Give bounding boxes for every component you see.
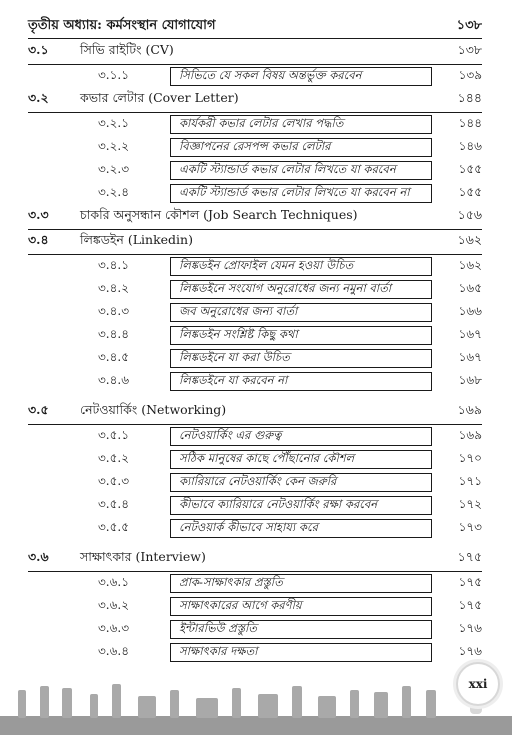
toc-subsection[interactable] [28, 113, 482, 136]
toc-subsection[interactable] [28, 618, 482, 641]
subsection-page: ১৭৬ [458, 643, 482, 658]
section-page: ১৭৫ [457, 549, 482, 564]
person-silhouette [350, 690, 359, 718]
subsection-page: ১৬২ [458, 257, 482, 272]
section-page: ১৬৯ [457, 402, 482, 417]
subsection-title: সাক্ষাৎকারের আগে করণীয় [170, 597, 432, 616]
subsection-number: ৩.৬.৩ [98, 620, 130, 635]
footer-silhouettes [0, 660, 512, 735]
subsection-number: ৩.২.৪ [98, 184, 130, 199]
subsection-title: ইন্টারভিউ প্রস্তুতি [170, 620, 432, 639]
toc-list [28, 40, 482, 664]
subsection-title: নেটওয়ার্কিং এর গুরুত্ব [170, 427, 432, 446]
toc-subsection[interactable] [28, 471, 482, 494]
subsection-page: ১৪৪ [458, 115, 482, 130]
desk-silhouette [318, 696, 336, 718]
subsection-title: জব অনুরোধের জন্য বার্তা [170, 303, 432, 322]
toc-subsection[interactable] [28, 448, 482, 471]
subsection-title: লিঙ্কডইন প্রোফাইল যেমন হওয়া উচিত [170, 257, 432, 276]
toc-subsection[interactable] [28, 301, 482, 324]
subsection-title: কীভাবে ক্যারিয়ারে নেটওয়ার্কিং রক্ষা করবেন [170, 496, 432, 515]
toc-subsection[interactable] [28, 517, 482, 540]
subsection-number: ৩.২.১ [98, 115, 130, 130]
section-number: ৩.১ [28, 42, 49, 57]
subsection-number: ৩.৪.৬ [98, 372, 130, 387]
person-silhouette [40, 686, 49, 718]
subsection-page: ১৬৬ [458, 303, 482, 318]
subsection-title: বিজ্ঞাপনের রেসপন্স কভার লেটার [170, 138, 432, 157]
chapter-title: তৃতীয় অধ্যায়: কর্মসংস্থান যোগাযোগ [28, 17, 216, 33]
toc-section[interactable] [28, 400, 482, 425]
person-silhouette [170, 690, 179, 718]
subsection-page: ১৪৬ [458, 138, 482, 153]
person-silhouette [402, 686, 411, 718]
subsection-page: ১৭৩ [458, 519, 482, 534]
subsection-page: ১৭০ [458, 450, 482, 465]
chapter-page: ১৩৮ [456, 17, 482, 33]
subsection-number: ৩.৬.২ [98, 597, 130, 612]
subsection-page: ১৬৫ [458, 280, 482, 295]
subsection-title: একটি স্ট্যান্ডার্ড কভার লেটার লিখতে যা করবেন [170, 161, 432, 180]
subsection-page: ১৭৫ [458, 597, 482, 612]
toc-subsection[interactable] [28, 425, 482, 448]
subsection-page: ১৭৫ [458, 574, 482, 589]
subsection-page: ১৫৫ [458, 184, 482, 199]
section-number: ৩.২ [28, 90, 49, 105]
subsection-number: ৩.১.১ [98, 67, 130, 82]
subsection-number: ৩.৫.৫ [98, 519, 130, 534]
toc-subsection[interactable] [28, 255, 482, 278]
subsection-number: ৩.৪.১ [98, 257, 130, 272]
section-number: ৩.৫ [28, 402, 49, 417]
subsection-number: ৩.৪.৫ [98, 349, 130, 364]
subsection-page: ১৫৫ [458, 161, 482, 176]
subsection-number: ৩.৫.৩ [98, 473, 130, 488]
person-silhouette [374, 692, 388, 718]
subsection-number: ৩.২.২ [98, 138, 130, 153]
section-page: ১৪৪ [457, 90, 482, 105]
subsection-number: ৩.৬.৪ [98, 643, 130, 658]
page-number: xxi [468, 677, 488, 691]
subsection-title: একটি স্ট্যান্ডার্ড কভার লেটার লিখতে যা করবেন না [170, 184, 432, 203]
section-title: নেটওয়ার্কিং (Networking) [80, 402, 227, 417]
toc-subsection[interactable] [28, 65, 482, 88]
toc-subsection[interactable] [28, 159, 482, 182]
person-silhouette [292, 686, 302, 718]
subsection-number: ৩.৪.৩ [98, 303, 130, 318]
subsection-title: লিঙ্কডইন সংশ্লিষ্ট কিছু কথা [170, 326, 432, 345]
toc-subsection[interactable] [28, 572, 482, 595]
toc-section[interactable] [28, 40, 482, 65]
subsection-page: ১৭৬ [458, 620, 482, 635]
chapter-heading [28, 14, 482, 39]
toc-subsection[interactable] [28, 278, 482, 301]
subsection-title: কার্যকরী কভার লেটার লেখার পদ্ধতি [170, 115, 432, 134]
subsection-number: ৩.৪.২ [98, 280, 130, 295]
desk-silhouette [138, 696, 156, 718]
subsection-number: ৩.৫.৪ [98, 496, 130, 511]
desk-silhouette [196, 698, 218, 718]
toc-section[interactable] [28, 205, 482, 230]
section-number: ৩.৪ [28, 232, 49, 247]
person-silhouette [426, 690, 436, 718]
section-page: ১৬২ [457, 232, 482, 247]
person-silhouette [232, 688, 241, 718]
person-silhouette [112, 684, 121, 718]
subsection-page: ১৩৯ [458, 67, 482, 82]
subsection-title: সিভিতে যে সকল বিষয় অন্তর্ভুক্ত করবেন [170, 67, 432, 86]
subsection-page: ১৭২ [458, 496, 482, 511]
desk-silhouette [258, 694, 278, 718]
person-silhouette [62, 688, 72, 718]
subsection-number: ৩.৫.১ [98, 427, 130, 442]
subsection-page: ১৬৯ [458, 427, 482, 442]
subsection-title: প্রাক-সাক্ষাৎকার প্রস্তুতি [170, 574, 432, 593]
person-silhouette [90, 694, 98, 718]
toc-section[interactable] [28, 88, 482, 113]
subsection-title: লিঙ্কডইনে যা করবেন না [170, 372, 432, 391]
toc-section[interactable] [28, 547, 482, 572]
subsection-title: লিঙ্কডইনে যা করা উচিত [170, 349, 432, 368]
subsection-number: ৩.৫.২ [98, 450, 130, 465]
section-title: লিঙ্কডইন (Linkedin) [80, 232, 193, 247]
person-silhouette [18, 690, 26, 718]
toc-subsection[interactable] [28, 347, 482, 370]
subsection-title: সঠিক মানুষের কাছে পৌঁছানোর কৌশল [170, 450, 432, 469]
section-number: ৩.৬ [28, 549, 49, 564]
toc-subsection[interactable] [28, 136, 482, 159]
toc-subsection[interactable] [28, 595, 482, 618]
subsection-title: লিঙ্কডইনে সংযোগ অনুরোধের জন্য নমুনা বার্তা [170, 280, 432, 299]
section-number: ৩.৩ [28, 207, 49, 222]
subsection-title: সাক্ষাৎকার দক্ষতা [170, 643, 432, 662]
subsection-page: ১৬৭ [458, 326, 482, 341]
toc-subsection[interactable] [28, 370, 482, 393]
toc-section[interactable] [28, 230, 482, 255]
section-title: সাক্ষাৎকার (Interview) [80, 549, 206, 564]
subsection-number: ৩.২.৩ [98, 161, 130, 176]
section-title: সিভি রাইটিং (CV) [80, 42, 174, 57]
subsection-title: ক্যারিয়ারে নেটওয়ার্কিং কেন জরুরি [170, 473, 432, 492]
section-page: ১৫৬ [457, 207, 482, 222]
toc-subsection[interactable] [28, 494, 482, 517]
subsection-page: ১৬৭ [458, 349, 482, 364]
footer-ground [0, 716, 512, 735]
subsection-page: ১৭১ [458, 473, 482, 488]
section-page: ১৩৮ [457, 42, 482, 57]
subsection-title: নেটওয়ার্ক কীভাবে সাহায্য করে [170, 519, 432, 538]
toc-subsection[interactable] [28, 324, 482, 347]
toc-subsection[interactable] [28, 182, 482, 205]
subsection-number: ৩.৬.১ [98, 574, 130, 589]
section-title: চাকরি অনুসন্ধান কৌশল (Job Search Techniques) [80, 207, 358, 222]
section-title: কভার লেটার (Cover Letter) [80, 90, 239, 105]
page-number-badge [456, 662, 500, 706]
subsection-page: ১৬৮ [458, 372, 482, 387]
subsection-number: ৩.৪.৪ [98, 326, 130, 341]
